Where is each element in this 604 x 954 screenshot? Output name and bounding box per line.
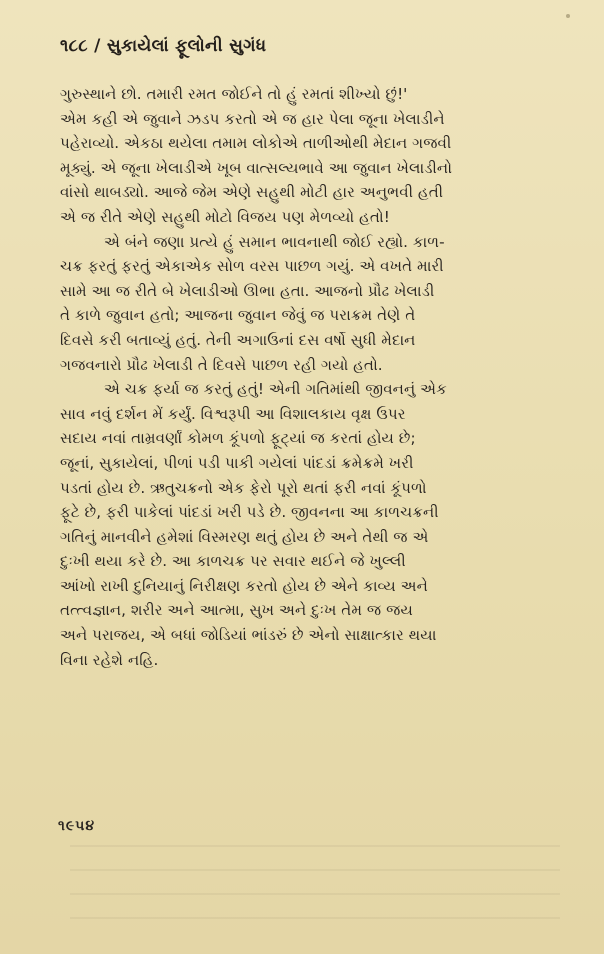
text-line: તત્ત્વજ્ઞાન, શરીર અને આત્મા, સુખ અને દુઃખ તેમ જ જય <box>60 601 413 620</box>
text-line: એ ચક્ર ફર્યા જ કરતું હતું! એની ગતિમાંથી જીવનનું એક <box>104 380 447 399</box>
show-through-texture <box>70 845 560 935</box>
text-line: વાંસો થાબડ્યો. આજે જેમ એણે સહુથી મોટી હાર અનુભવી હતી <box>60 183 444 202</box>
body-text <box>60 82 580 672</box>
page-number: ૧૮૮ <box>60 36 88 56</box>
page-speck <box>566 14 570 18</box>
text-line: દુઃખી થયા કરે છે. આ કાળચક્ર પર સવાર થઈને જે ખુલ્લી <box>60 552 406 571</box>
text-line: સદાય નવાં તામ્રવર્ણાં કોમળ કૂંપળો ફૂટ્યાં જ કરતાં હોય છે; <box>60 429 416 448</box>
text-line: એમ કહી એ જુવાને ઝડપ કરતો એ જ હાર પેલા જૂના ખેલાડીને <box>60 109 445 128</box>
text-line: એ જ રીતે એણે સહુથી મોટો વિજય પણ મેળવ્યો હતો! <box>60 207 390 226</box>
signature-code: ૧૯૫૪ <box>58 818 96 834</box>
header-separator: / <box>94 36 101 56</box>
text-line: ગજવનારો પ્રૌઢ ખેલાડી તે દિવસે પાછળ રહી ગયો હતો. <box>60 355 383 374</box>
text-line: આંખો રાખી દુનિયાનું નિરીક્ષણ કરતો હોય છે એને કાવ્ય અને <box>60 576 428 595</box>
book-title: સુકાયેલાં ફૂલોની સુગંધ <box>106 36 267 56</box>
text-line: અને પરાજય, એ બધાં જોડિયાં ભાંડરું છે એનો સાક્ષાત્કાર થયા <box>60 626 437 645</box>
text-line: દિવસે કરી બતાવ્યું હતું. તેની અગાઉનાં દસ વર્ષો સુધી મેદાન <box>60 330 416 349</box>
text-line: સામે આ જ રીતે બે ખેલાડીઓ ઊભા હતા. આજનો પ્રૌઢ ખેલાડી <box>60 281 435 300</box>
text-line: ફૂટે છે, ફરી પાકેલાં પાંદડાં ખરી પડે છે. જીવનના આ કાળચક્રની <box>60 503 439 522</box>
text-line: વિના રહેશે નહિ. <box>60 650 159 669</box>
text-line: પડતાં હોય છે. ઋતુચક્રનો એક ફેરો પૂરો થતાં ફરી નવાં કૂંપળો <box>60 478 427 497</box>
text-line: એ બંને જણા પ્રત્યે હું સમાન ભાવનાથી જોઈ રહ્યો. કાળ- <box>104 232 445 251</box>
running-header <box>60 36 266 56</box>
text-line: તે કાળે જુવાન હતો; આજના જુવાન જેવું જ પરાક્રમ તેણે તે <box>60 306 416 325</box>
text-line: મૂક્યું. એ જૂના ખેલાડીએ ખૂબ વાત્સલ્યભાવે આ જુવાન ખેલાડીનો <box>60 158 453 177</box>
text-line: ચક્ર ફરતું ફરતું એકાએક સોળ વરસ પાછળ ગયું. એ વખતે મારી <box>60 257 444 276</box>
text-line: ગતિનું માનવીને હમેશાં વિસ્મરણ થતું હોય છે અને તેથી જ એ <box>60 527 429 546</box>
text-line: જૂનાં, સુકાયેલાં, પીળાં પડી પાકી ગયેલાં પાંદડાં ક્રમેક્રમે ખરી <box>60 453 414 472</box>
text-line: પહેરાવ્યો. એકઠા થયેલા તમામ લોકોએ તાળીઓથી મેદાન ગજવી <box>60 134 452 153</box>
text-line: ગુરુસ્થાને છો. તમારી રમત જોઈને તો હું રમતાં શીખ્યો છું!' <box>60 85 408 103</box>
text-line: સાવ નવું દર્શન મેં કર્યું. વિશ્વરૂપી આ વિશાલકાય વૃક્ષ ઉપર <box>60 404 406 423</box>
